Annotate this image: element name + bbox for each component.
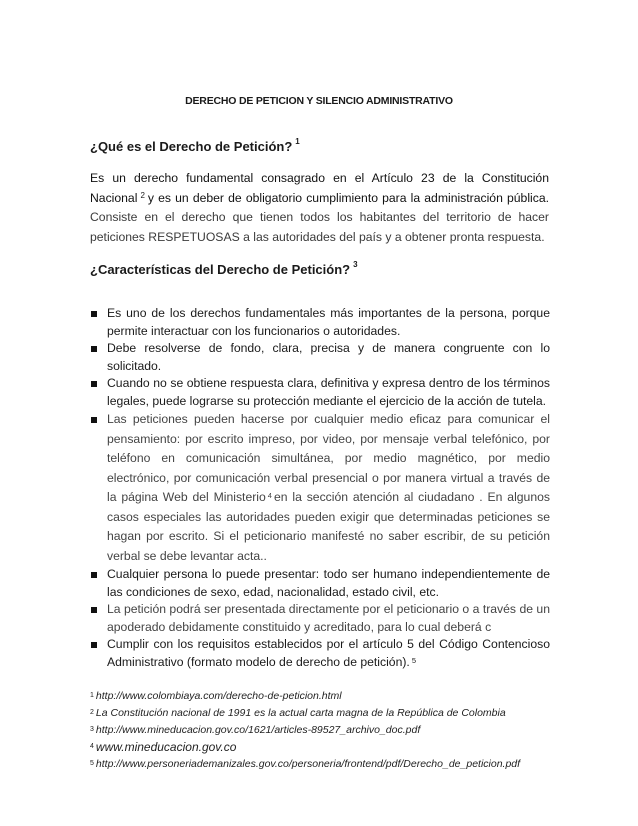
heading-text: ¿Qué es el Derecho de Petición?	[90, 139, 293, 154]
footnote-text: La Constitución nacional de 1991 es la actual carta magna de la República de Colombia	[95, 707, 506, 719]
square-bullet-icon	[91, 417, 97, 423]
list-item	[90, 340, 550, 375]
footnote	[90, 688, 560, 705]
footnote	[90, 739, 560, 756]
footnote	[90, 756, 560, 773]
definition-text-part2: y es un deber de obligatorio cumplimiento para la administración pública.	[147, 190, 549, 205]
square-bullet-icon	[91, 572, 97, 578]
footnote-number: 4	[90, 743, 94, 750]
footnote-link[interactable]: www.mineducacion.gov.co	[95, 740, 237, 754]
list-item-text: Es uno de los derechos fundamentales más importantes de la persona, porque permite interactuar con los funcionarios o autoridades.	[107, 306, 550, 338]
characteristics-list	[90, 305, 550, 671]
footnote-ref: 2	[140, 190, 145, 200]
list-item-text: Cualquier persona lo puede presentar: todo ser humano independientemente de las condiciones de sexo, edad, nacionalidad, estado civil, etc.	[107, 567, 550, 599]
section-heading-what-is	[90, 139, 300, 154]
list-item-text: Las peticiones pueden hacerse por cualquier medio eficaz para comunicar el pensamiento: por escrito impreso, por video, por mensaje verbal telefónico, por teléfono en comunicación simultánea, por medio magnético, por medio electrónico, por comunicación verbal presencial o por manera virtual a través de la página Web del Ministerio	[107, 412, 550, 504]
list-item-text: Cuando no se obtiene respuesta clara, definitiva y expresa dentro de los términos legales, puede lograrse su protección mediante el ejercicio de la acción de tutela.	[107, 376, 550, 408]
footnote-ref: 3	[353, 260, 358, 269]
list-item	[90, 601, 550, 636]
footnote-ref: 4	[267, 491, 272, 500]
square-bullet-icon	[91, 311, 97, 317]
footnote-link[interactable]: http://www.mineducacion.gov.co/1621/articles-89527_archivo_doc.pdf	[95, 724, 421, 736]
list-item-text: Cumplir con los requisitos establecidos por el artículo 5 del Código Contencioso Administrativo (formato modelo de derecho de petición).	[107, 637, 550, 669]
footnote-number: 1	[90, 692, 94, 699]
list-item	[90, 566, 550, 601]
footnote	[90, 722, 560, 739]
footnote-number: 5	[90, 760, 94, 767]
document-title: DERECHO DE PETICION Y SILENCIO ADMINISTRATIVO	[185, 95, 453, 107]
footnote-ref: 5	[411, 655, 416, 665]
square-bullet-icon	[91, 642, 97, 648]
square-bullet-icon	[91, 381, 97, 387]
footnote-number: 3	[90, 726, 94, 733]
footnote-ref: 1	[295, 137, 300, 146]
list-item	[90, 410, 550, 566]
heading-text: ¿Características del Derecho de Petición?	[90, 262, 351, 277]
footnote-link[interactable]: http://www.personeriademanizales.gov.co/personeria/frontend/pdf/Derecho_de_peticion.pdf	[95, 758, 521, 770]
list-item-text: La petición podrá ser presentada directamente por el peticionario o a través de un apoderado debidamente constituido y acreditado, para lo cual deberá c	[107, 602, 550, 634]
list-item	[90, 636, 550, 671]
footnote-number: 2	[90, 709, 94, 716]
definition-text-part1: Es un derecho fundamental consagrado en el Artículo 23 de la Constitución Nacional	[90, 171, 549, 205]
definition-paragraph	[90, 169, 549, 247]
square-bullet-icon	[91, 346, 97, 352]
section-heading-characteristics	[90, 262, 358, 277]
definition-text-part3: Consiste en el derecho que tienen todos los habitantes del territorio de hacer peticiones RESPETUOSAS a las autoridades del país y a obtener pronta respuesta.	[90, 210, 549, 244]
list-item-text: Debe resolverse de fondo, clara, precisa y de manera congruente con lo solicitado.	[107, 341, 550, 373]
footnotes-list	[90, 688, 560, 773]
list-item	[90, 305, 550, 340]
footnote-link[interactable]: http://www.colombiaya.com/derecho-de-peticion.html	[95, 690, 342, 702]
square-bullet-icon	[91, 607, 97, 613]
list-item	[90, 375, 550, 410]
footnote	[90, 705, 560, 722]
list-item-text: en la sección atención al ciudadano . En algunos casos especiales las autoridades pueden exigir que determinadas peticiones se hagan por escrito. Si el peticionario manifesté no saber escribir, de su petición verbal se debe levantar acta..	[107, 490, 550, 563]
